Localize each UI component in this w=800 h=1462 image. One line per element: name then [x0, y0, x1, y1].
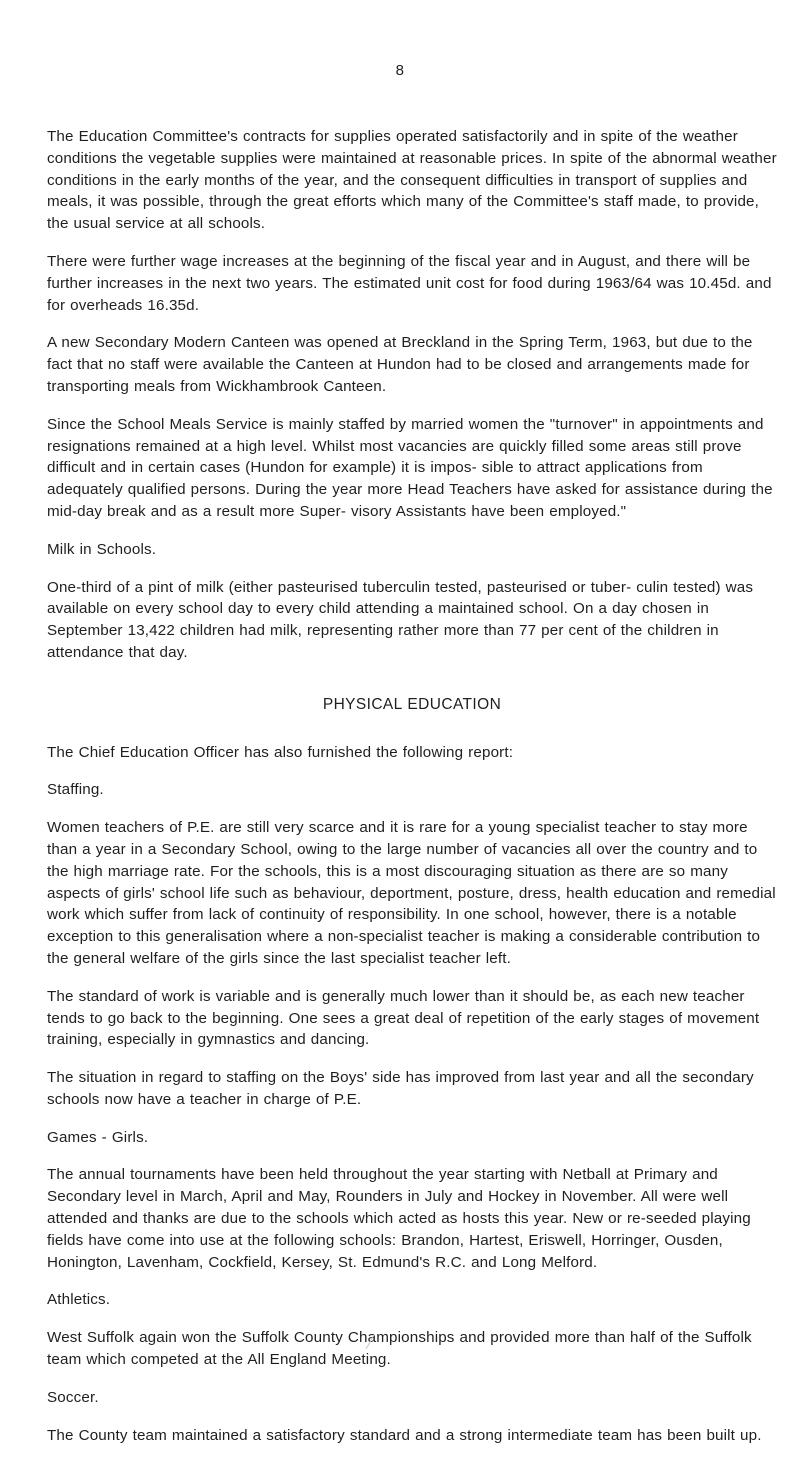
document-body — [47, 126, 777, 1462]
paragraph-staffing-women: Women teachers of P.E. are still very scarce and it is rare for a young specialist teacher to stay more than a year in a Secondary School, owing to the large number of vacancies all over the country and to the high marriage rate. For the schools, this is a most discouraging situation as there are so many aspects of girls' school life such as behaviour, deportment, posture, dress, health education and remedial work which suffer from lack of continuity of responsibility. In one school, however, there is a notable exception to this generalisation where a non-specialist teacher is making a considerable contribution to the general welfare of the girls since the last specialist teacher left. — [47, 819, 776, 967]
paragraph-wage-increases: There were further wage increases at the beginning of the fiscal year and in August, and there will be further increases in the next two years. The estimated unit cost for food during 1963/64 was 10.45d. and for overheads 16.35d. — [47, 252, 772, 314]
paragraph-intro: The Chief Education Officer has also furnished the following report: — [47, 743, 514, 761]
staffing-heading: Staffing. — [47, 781, 104, 799]
paragraph-games: The annual tournaments have been held throughout the year starting with Netball at Primary and Secondary level in March, April and May, Rounders in July and Hockey in November. All were well attended and thanks are due to the schools which acted as hosts this year. New or re-seeded playing fields have come into use at the following schools: Brandon, Hartest, Eriswell, Horringer, Ousden, Honington, Lavenham, Cockfield, Kersey, St. Edmund's R.C. and Long Melford. — [47, 1166, 751, 1271]
paragraph-new-canteen: A new Secondary Modern Canteen was opened at Breckland in the Spring Term, 1963, but due to the fact that no staff were available the Canteen at Hundon had to be closed and arrangements made for transporting meals from Wickhambrook Canteen. — [47, 334, 753, 395]
paragraph-contracts: The Education Committee's contracts for supplies operated satisfactorily and in spite of the weather conditions the vegetable supplies were maintained at reasonable prices. In spite of the abnormal weather conditions in the early months of the year, and the consequent difficulties in transport of supplies and meals, it was possible, through the great efforts which many of the Committee's staff made, to provide, the usual service at all schools. — [47, 128, 777, 233]
paragraph-staffing-standard: The standard of work is variable and is generally much lower than it should be, as each new teacher tends to go back to the beginning. One sees a great deal of repetition of the early stages of movement training, especially in gymnastics and dancing. — [47, 987, 760, 1049]
paragraph-milk: One-third of a pint of milk (either pasteurised tuberculin tested, pasteurised or tuber- culin tested) was available on every school day to every child attending a maintained school. On a day chosen in September 13,422 children had milk, representing rather more than 77 per cent of the children in attendance that day. — [47, 578, 754, 661]
stray-pen-mark — [364, 1333, 376, 1351]
soccer-heading: Soccer. — [47, 1388, 99, 1406]
paragraph-staffing-boys: The situation in regard to staffing on the Boys' side has improved from last year and all the secondary schools now have a teacher in charge of P.E. — [47, 1069, 754, 1108]
page-number: 8 — [395, 62, 405, 79]
milk-heading: Milk in Schools. — [47, 540, 157, 558]
paragraph-athletics: West Suffolk again won the Suffolk County Championships and provided more than half of the Suffolk team which competed at the All England Meeting. — [47, 1329, 752, 1369]
games-heading: Games - Girls. — [47, 1128, 149, 1146]
section-title: PHYSICAL EDUCATION — [322, 695, 502, 713]
paragraph-staff-turnover: Since the School Meals Service is mainly staffed by married women the "turnover" in appointments and resignations remained at a high level. Whilst most vacancies are quickly filled some areas still prove difficult and in certain cases (Hundon for example) it is impos- sible to attract applications from adequately qualified persons. During the year more Head Teachers have asked for assistance during the mid-day break and as a result more Super- visory Assistants have been employed." — [47, 415, 773, 520]
paragraph-soccer: The County team maintained a satisfactory standard and a strong intermediate team has been built up. — [47, 1426, 762, 1444]
athletics-heading: Athletics. — [47, 1291, 111, 1309]
